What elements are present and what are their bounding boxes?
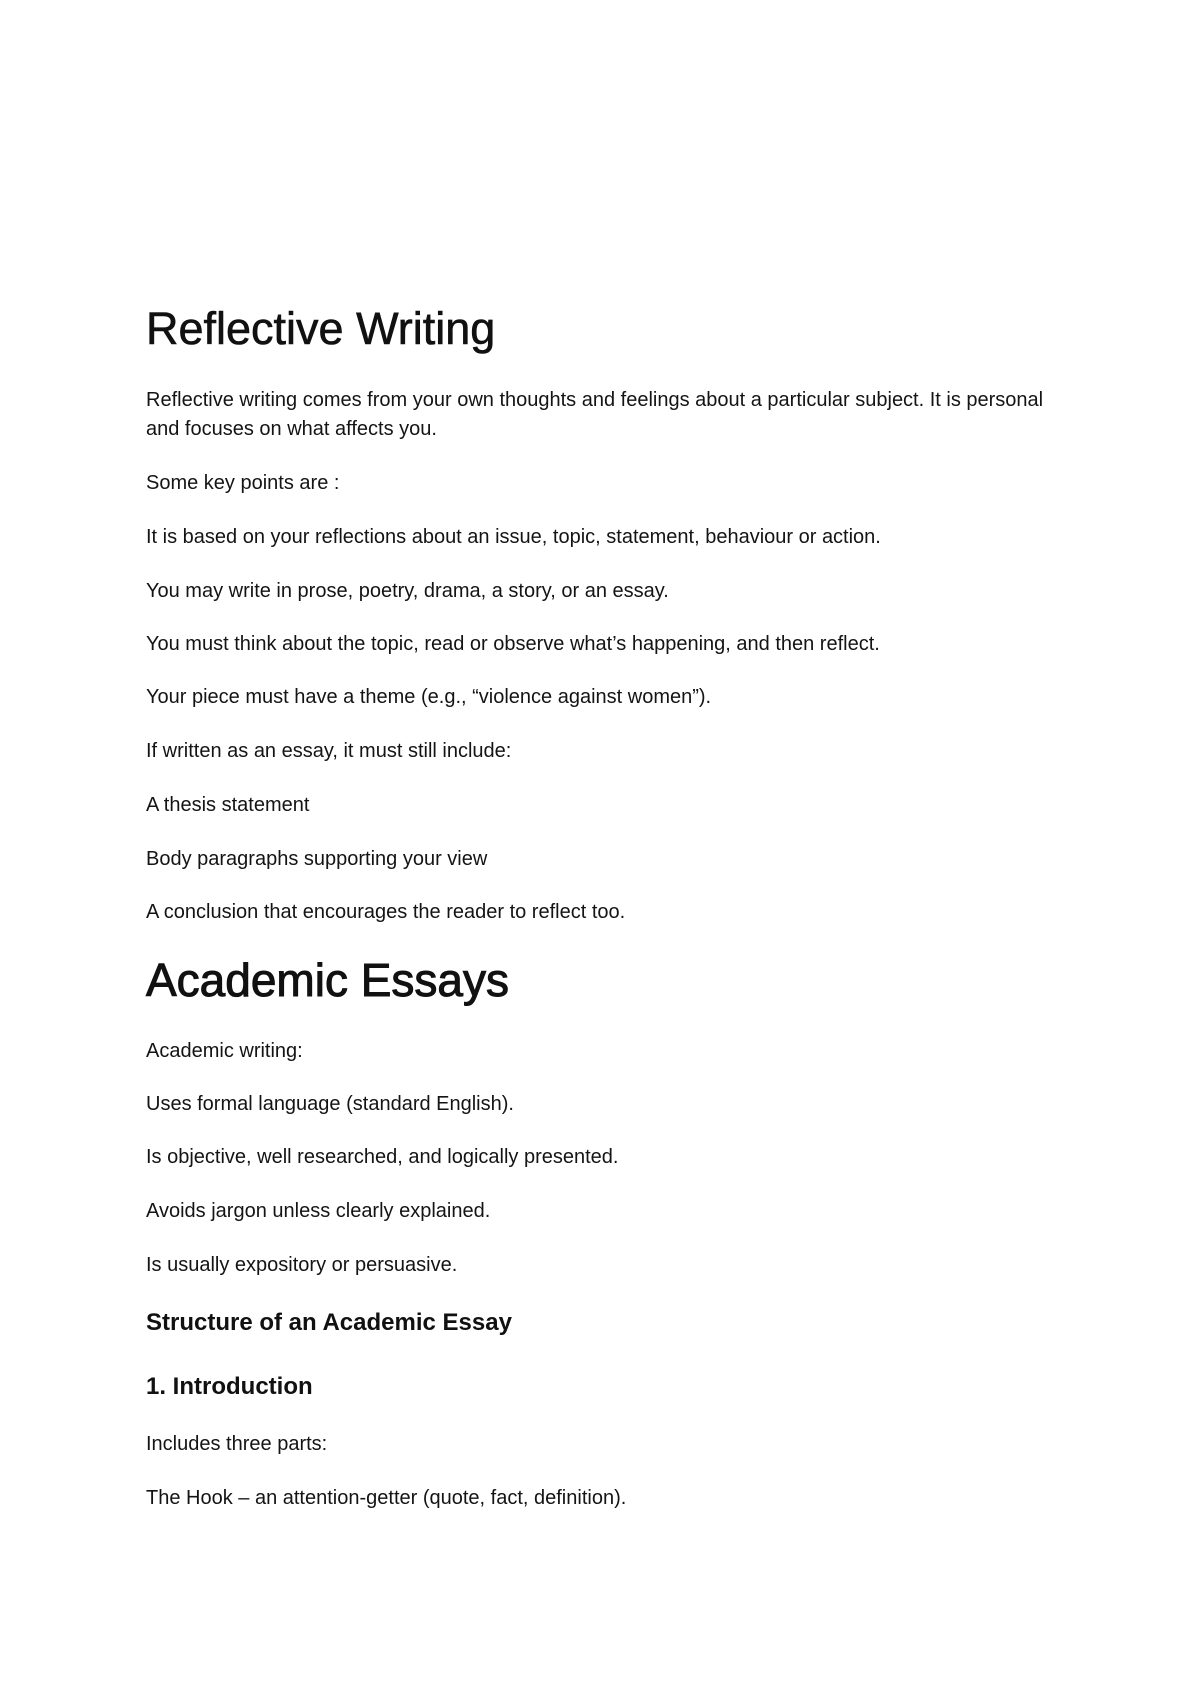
heading-structure-academic-essay: Structure of an Academic Essay [146,1309,512,1336]
paragraph-essay-include: If written as an essay, it must still include: [146,740,512,762]
paragraph-reflective-intro: Reflective writing comes from your own thoughts and feelings about a particular subject. It is personal and focuses on what affects you. [146,389,1044,440]
paragraph-formal-language: Uses formal language (standard English). [146,1093,514,1115]
heading-academic-essays: Academic Essays [146,954,510,1006]
paragraph-conclusion: A conclusion that encourages the reader to reflect too. [146,901,626,923]
paragraph-three-parts: Includes three parts: [146,1433,328,1455]
paragraph-expository: Is usually expository or persuasive. [146,1254,458,1276]
paragraph-key-points-intro: Some key points are : [146,472,340,494]
paragraph-based-on-reflections: It is based on your reflections about an issue, topic, statement, behaviour or action. [146,526,881,548]
paragraph-objective: Is objective, well researched, and logically presented. [146,1146,619,1168]
paragraph-think-about-topic: You must think about the topic, read or observe what’s happening, and then reflect. [146,633,880,655]
paragraph-theme: Your piece must have a theme (e.g., “violence against women”). [146,686,712,708]
heading-reflective-writing: Reflective Writing [146,303,496,354]
paragraph-thesis-statement: A thesis statement [146,794,310,816]
paragraph-academic-writing: Academic writing: [146,1040,303,1062]
paragraph-avoids-jargon: Avoids jargon unless clearly explained. [146,1200,491,1222]
heading-introduction: 1. Introduction [146,1373,313,1400]
paragraph-body-paragraphs: Body paragraphs supporting your view [146,848,488,870]
paragraph-write-in-prose: You may write in prose, poetry, drama, a story, or an essay. [146,580,669,602]
paragraph-the-hook: The Hook – an attention-getter (quote, fact, definition). [146,1487,627,1509]
